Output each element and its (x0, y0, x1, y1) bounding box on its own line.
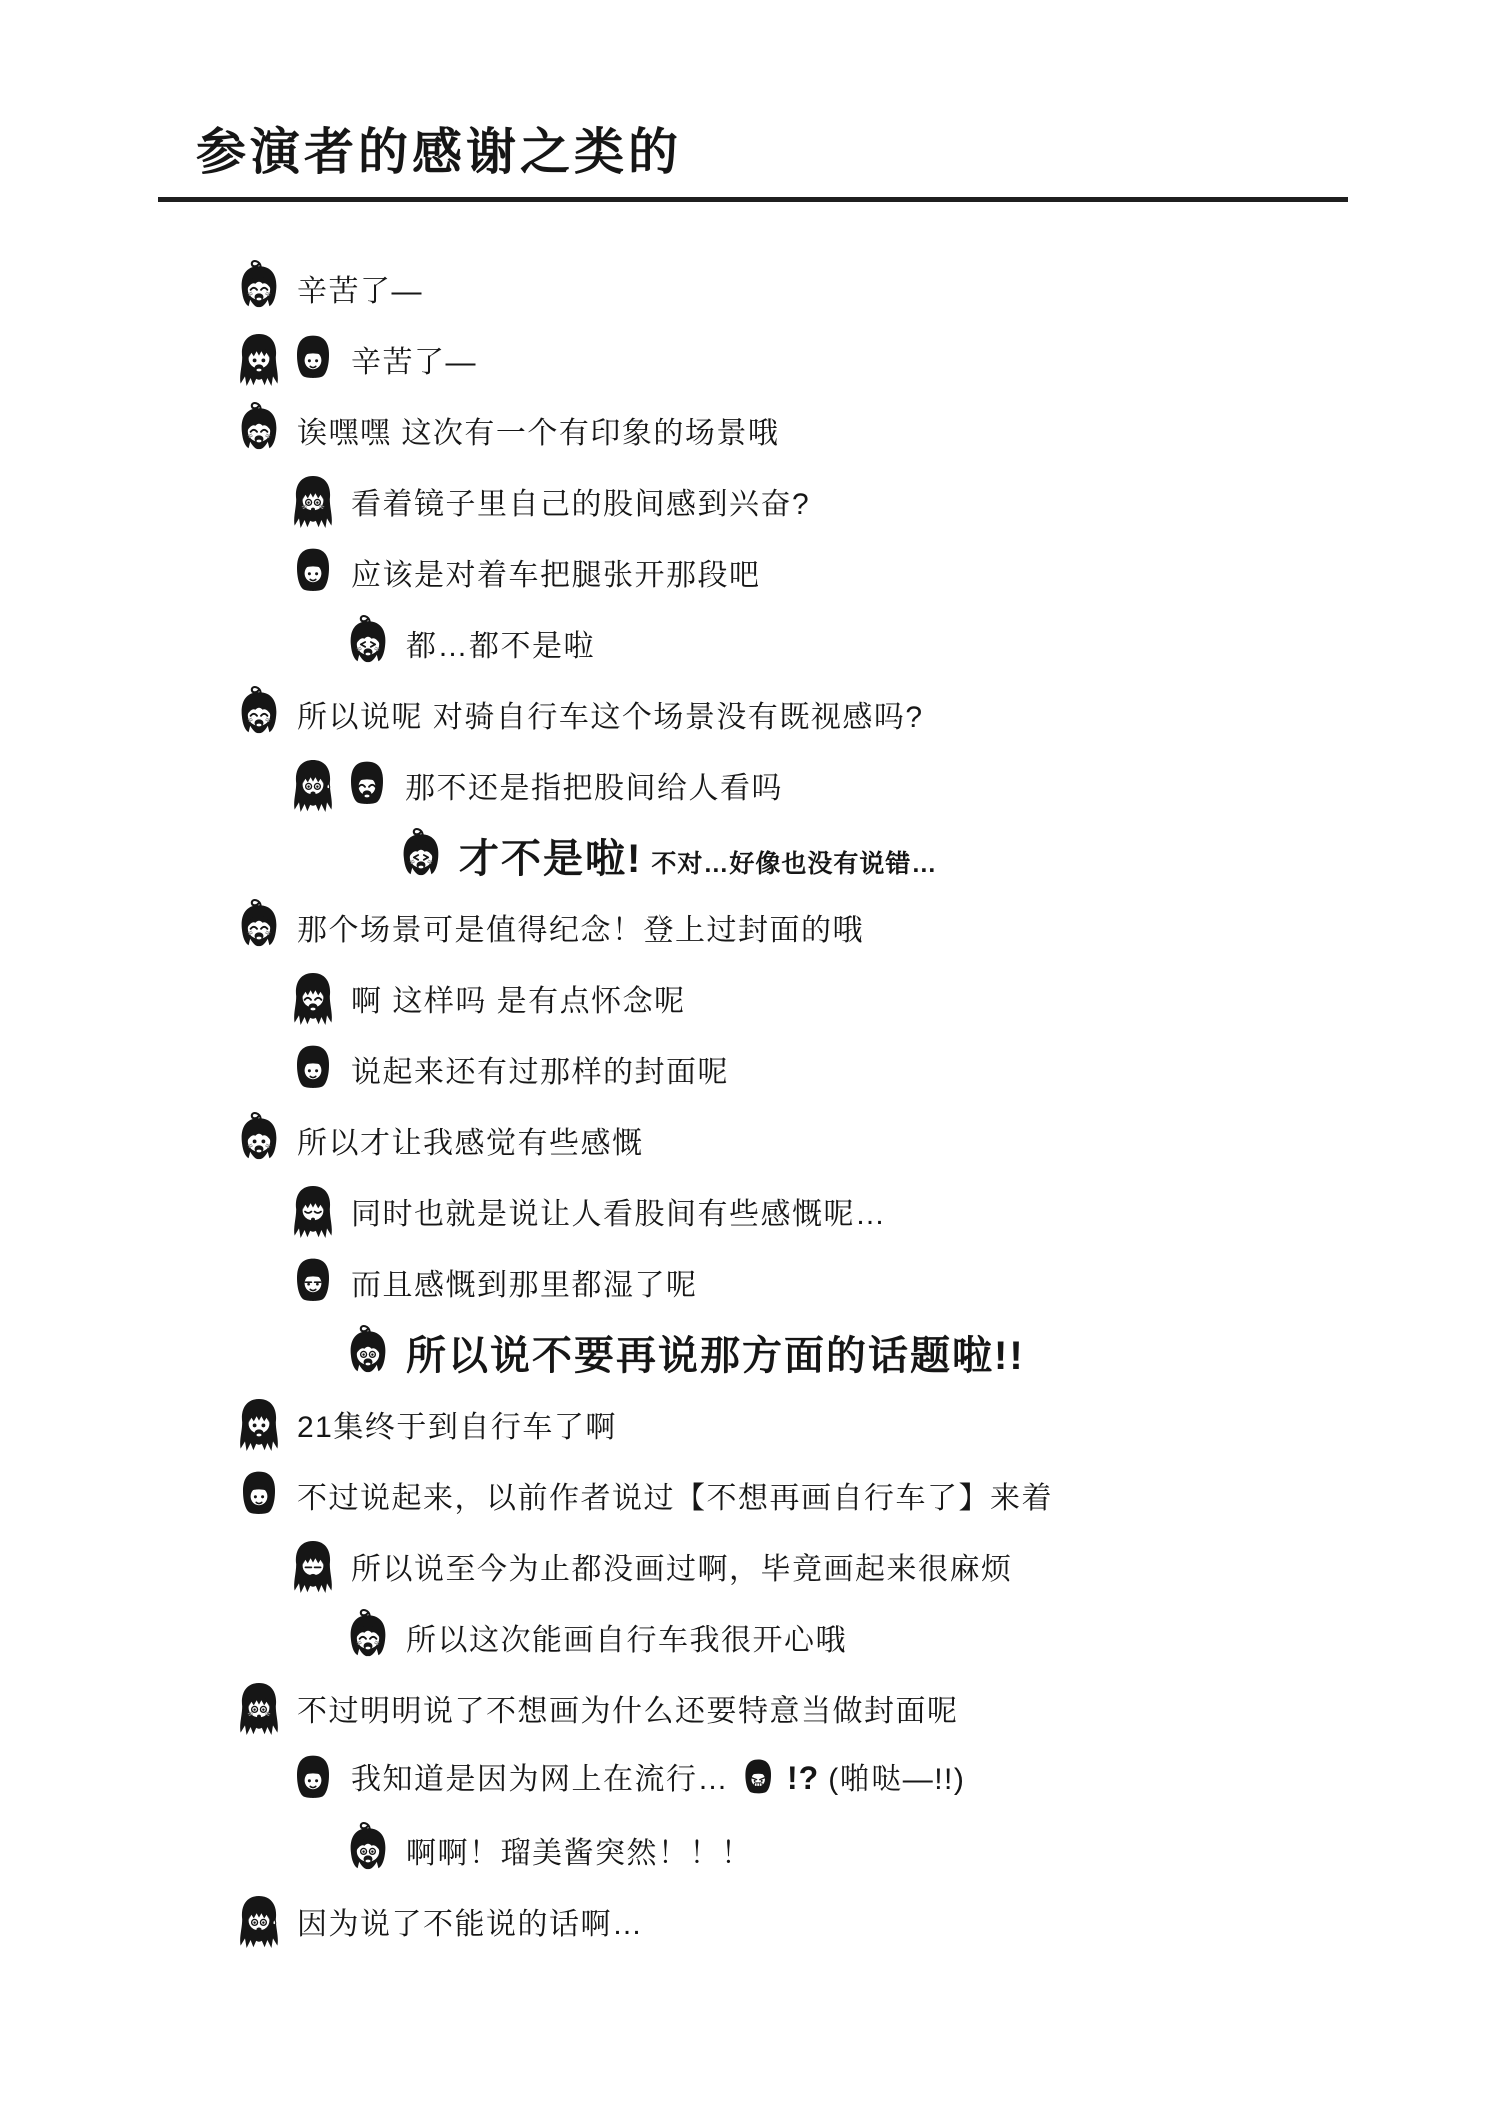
dialogue-text-part: !? (787, 1759, 820, 1796)
dialogue-text (297, 1473, 1053, 1517)
dialogue-row (0, 820, 1500, 891)
dialogue-row (0, 749, 1500, 820)
dialogue-row (0, 1672, 1500, 1743)
dialogue-row (0, 891, 1500, 962)
face-messy-surprised-icon (235, 1676, 283, 1740)
dialogue-row (0, 962, 1500, 1033)
face-bob-calm-icon (235, 1463, 283, 1527)
dialogue-text-part: 不过明明说了不想画为什么还要特意当做封面呢 (297, 1694, 959, 1728)
face-ahoge-laugh-icon (344, 1605, 392, 1669)
dialogue-text (297, 408, 779, 452)
dialogue-text (351, 1189, 887, 1233)
dialogue-text-part: 诶嘿嘿 这次有一个有印象的场景哦 (297, 416, 780, 450)
dialogue-text (351, 550, 761, 594)
dialogue-text (297, 266, 423, 310)
face-bob-calm-icon (289, 1747, 337, 1811)
dialogue-text (297, 1899, 644, 1943)
dialogue-text (351, 1260, 698, 1304)
dialogue-row (0, 1033, 1500, 1104)
dialogue-text-part: 那个场景可是值得纪念！登上过封面的哦 (297, 913, 864, 947)
dialogue-row (0, 1317, 1500, 1388)
dialogue-row (0, 1530, 1500, 1601)
face-ahoge-laugh-icon (235, 682, 283, 746)
dialogue-text (297, 1402, 617, 1446)
dialogue-row (0, 1388, 1500, 1459)
face-ahoge-laugh-icon (235, 398, 283, 462)
dialogue-text (351, 976, 686, 1020)
dialogue-text-part: 应该是对着车把腿张开那段吧 (351, 558, 761, 592)
dialogue-text-part: 所以说至今为止都没画过啊，毕竟画起来很麻烦 (351, 1552, 1013, 1586)
dialogue-row (0, 465, 1500, 536)
face-messy-annoyed-icon (289, 1534, 337, 1598)
dialogue-text-part: 所以说不要再说那方面的话题啦!! (406, 1334, 1025, 1378)
dialogue-text-part: 因为说了不能说的话啊… (297, 1907, 644, 1941)
face-bob-laugh-icon (343, 753, 391, 817)
face-bob-calm-icon (289, 327, 337, 391)
dialogue-text-part: 看着镜子里自己的股间感到兴奋? (351, 487, 811, 521)
face-messy-smile-icon (235, 1392, 283, 1456)
dialogue-row (0, 1601, 1500, 1672)
dialogue-text-part: 辛苦了— (297, 274, 423, 308)
dialogue-row (0, 1246, 1500, 1317)
dialogue-text-part: 21集终于到自行车了啊 (297, 1410, 617, 1444)
dialogue-text-part: 所以这次能画自行车我很开心哦 (406, 1623, 847, 1657)
dialogue-text (297, 1686, 959, 1730)
dialogue-text (459, 827, 937, 884)
face-messy-worried-icon (235, 1889, 283, 1953)
dialogue-text (351, 1047, 729, 1091)
dialogue-text-part: 都…都不是啦 (406, 629, 595, 663)
dialogue-text (406, 1324, 1025, 1381)
dialogue-row (0, 678, 1500, 749)
dialogue-row (0, 1814, 1500, 1885)
dialogue-text-part: 说起来还有过那样的封面呢 (351, 1055, 729, 1089)
dialogue-list (0, 252, 1500, 1956)
dialogue-text (406, 1828, 753, 1872)
dialogue-text-part: 所以说呢 对骑自行车这个场景没有既视感吗? (297, 700, 924, 734)
dialogue-text-part: 啊啊！瑠美酱突然！！！ (406, 1836, 753, 1870)
face-messy-sigh-icon (289, 1179, 337, 1243)
dialogue-text-part: 所以才让我感觉有些感慨 (297, 1126, 644, 1160)
face-ahoge-laugh-icon (235, 895, 283, 959)
dialogue-text (297, 905, 864, 949)
face-bob-smirk-icon (289, 1250, 337, 1314)
dialogue-text-part: 不过说起来，以前作者说过【不想再画自行车了】来着 (297, 1481, 1053, 1515)
dialogue-row (0, 1459, 1500, 1530)
dialogue-text (406, 1615, 847, 1659)
dialogue-text (406, 621, 595, 665)
dialogue-text-part: 我知道是因为网上在流行… (351, 1762, 729, 1796)
face-ahoge-shock-icon (344, 1818, 392, 1882)
dialogue-row (0, 607, 1500, 678)
dialogue-text (351, 337, 477, 381)
dialogue-text (351, 1754, 965, 1804)
face-ahoge-flustered-icon (344, 611, 392, 675)
dialogue-text-part: 才不是啦! (459, 837, 643, 881)
dialogue-row (0, 1175, 1500, 1246)
dialogue-text (297, 1118, 644, 1162)
dialogue-row (0, 1743, 1500, 1814)
dialogue-text-part: 而且感慨到那里都湿了呢 (351, 1268, 698, 1302)
title-underline (158, 197, 1348, 202)
face-ahoge-flustered-icon (397, 824, 445, 888)
face-messy-grin-icon (289, 966, 337, 1030)
face-ahoge-laugh-icon (235, 256, 283, 320)
dialogue-row (0, 252, 1500, 323)
face-bob-calm-icon (289, 1037, 337, 1101)
dialogue-text (297, 692, 924, 736)
dialogue-text-part: 啊 这样吗 是有点怀念呢 (351, 984, 686, 1018)
dialogue-row (0, 1104, 1500, 1175)
dialogue-text-part: 不对…好像也没有说错… (651, 850, 938, 878)
face-ahoge-shock-icon (344, 1321, 392, 1385)
dialogue-text-part: 辛苦了— (351, 345, 477, 379)
face-messy-worried-icon (289, 753, 337, 817)
dialogue-text-part: 那不还是指把股间给人看吗 (405, 771, 783, 805)
dialogue-text-part: (啪哒—!!) (828, 1762, 966, 1796)
face-bob-angry-icon (738, 1754, 778, 1804)
dialogue-text-part: 同时也就是说让人看股间有些感慨呢… (351, 1197, 887, 1231)
dialogue-text (351, 1544, 1013, 1588)
face-bob-calm-icon (289, 540, 337, 604)
dialogue-text (351, 479, 810, 523)
face-ahoge-happy-icon (235, 1108, 283, 1172)
face-messy-surprised-icon (289, 469, 337, 533)
dialogue-row (0, 536, 1500, 607)
page-title: 参演者的感谢之类的 (196, 124, 682, 180)
dialogue-row (0, 323, 1500, 394)
dialogue-row (0, 394, 1500, 465)
face-messy-smile-icon (235, 327, 283, 391)
dialogue-row (0, 1885, 1500, 1956)
dialogue-text (405, 763, 783, 807)
